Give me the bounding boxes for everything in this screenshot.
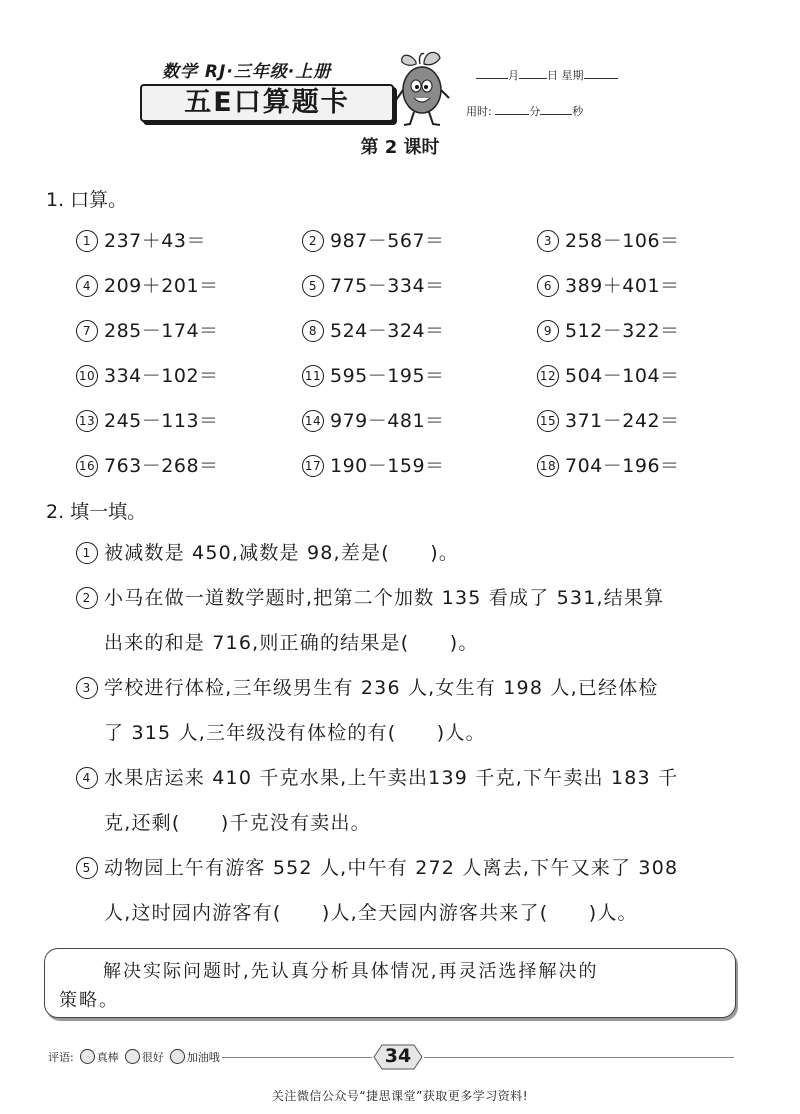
good-face-icon [125,1049,140,1064]
calc-item [537,316,680,343]
problem-text: 被减数是 450,减数是 98,差是( )。 [104,542,460,564]
rating-label: 评语: [48,1051,74,1064]
calc-expression: 389＋401＝ [565,275,680,297]
problem-text: 水果店运来 410 千克水果,上午卖出139 千克,下午卖出 183 千 [104,767,679,789]
problem-number: 2 [76,587,98,609]
item-number: 5 [302,275,324,297]
problem-text: 动物园上午有游客 552 人,中午有 272 人离去,下午又来了 308 [104,857,679,879]
item-number: 15 [537,410,559,432]
item-number: 3 [537,230,559,252]
subject-label: 数学 RJ·三年级·上册 [162,62,332,82]
problem-text: 出来的和是 716,则正确的结果是( )。 [104,632,479,654]
problem-number: 5 [76,857,98,879]
problem-line [76,763,678,790]
calc-item [537,271,680,298]
item-number: 8 [302,320,324,342]
weekday-label: 星期 [561,69,584,82]
problem-line [104,628,479,655]
problem-line [76,853,678,880]
calc-expression: 371－242＝ [565,410,680,432]
calc-expression: 209＋201＝ [104,275,219,297]
item-number: 16 [76,455,98,477]
day-label: 日 [547,69,558,82]
problem-text: 人,这时园内游客有( )人,全天园内游客共来了( )人。 [104,902,638,924]
calc-item [302,226,445,253]
calc-item [76,361,219,388]
problem-line [104,808,371,835]
rating-keep-going: 加油哦 [186,1051,220,1064]
calc-item [302,406,445,433]
calc-item [76,451,219,478]
section1-title: 1. 口算。 [46,189,128,211]
calc-expression: 245－113＝ [104,410,219,432]
promo-text: 关注微信公众号“捷思课堂”获取更多学习资料! [271,1089,529,1103]
calc-item [537,361,680,388]
calc-expression: 237＋43＝ [104,230,206,252]
problem-text: 学校进行体检,三年级男生有 236 人,女生有 198 人,已经体检 [104,677,659,699]
mascot-illustration [392,48,454,130]
problem-text: 小马在做一道数学题时,把第二个加数 135 看成了 531,结果算 [104,587,665,609]
problem-line [104,718,486,745]
problem-line [104,898,638,925]
problem-number: 1 [76,542,98,564]
problem-line [76,583,664,610]
calc-expression: 512－322＝ [565,320,680,342]
item-number: 10 [76,365,98,387]
calc-item [302,271,445,298]
calc-expression: 595－195＝ [330,365,445,387]
problem-text: 克,还剩( )千克没有卖出。 [104,812,371,834]
item-number: 7 [76,320,98,342]
footer-divider-left [222,1057,372,1058]
calc-expression: 775－334＝ [330,275,445,297]
rating-excellent: 真棒 [96,1051,119,1064]
item-number: 17 [302,455,324,477]
problem-line [76,538,459,565]
problem-text: 了 315 人,三年级没有体检的有( )人。 [104,722,486,744]
calc-expression: 504－104＝ [565,365,680,387]
problem-number: 3 [76,677,98,699]
calc-expression: 704－196＝ [565,455,680,477]
rating-good: 很好 [141,1051,164,1064]
tip-line-2: 策略。 [59,990,119,1011]
calc-item [76,406,219,433]
item-number: 18 [537,455,559,477]
item-number: 14 [302,410,324,432]
item-number: 9 [537,320,559,342]
calc-item [76,226,206,253]
problem-line [76,673,659,700]
calc-item [537,451,680,478]
page-number: 34 [384,1045,412,1067]
calc-expression: 524－324＝ [330,320,445,342]
calc-expression: 334－102＝ [104,365,219,387]
calc-expression: 190－159＝ [330,455,445,477]
calc-expression: 285－174＝ [104,320,219,342]
keep-going-face-icon [170,1049,185,1064]
worksheet-title: 五E口算题卡 [184,87,350,118]
calc-expression: 258－106＝ [565,230,680,252]
calc-item [76,271,219,298]
calc-expression: 763－268＝ [104,455,219,477]
section2-title: 2. 填一填。 [46,501,147,523]
date-field [476,67,618,83]
item-number: 4 [76,275,98,297]
footer-divider-right [424,1057,734,1058]
excellent-face-icon [80,1049,95,1064]
calc-item [537,406,680,433]
calc-item [76,316,219,343]
minute-label: 分 [529,105,541,118]
item-number: 1 [76,230,98,252]
time-label: 用时: [466,105,492,118]
calc-expression: 987－567＝ [330,230,445,252]
calc-item [302,316,445,343]
second-label: 秒 [572,105,584,118]
tip-box [44,948,736,1018]
item-number: 11 [302,365,324,387]
month-label: 月 [508,69,519,82]
item-number: 2 [302,230,324,252]
title-banner [140,84,394,122]
calc-item [302,451,445,478]
time-field [466,103,583,119]
item-number: 12 [537,365,559,387]
item-number: 6 [537,275,559,297]
calc-item [302,361,445,388]
calc-expression: 979－481＝ [330,410,445,432]
tip-line-1: 解决实际问题时,先认真分析具体情况,再灵活选择解决的 [103,961,599,982]
calc-item [537,226,680,253]
lesson-heading: 第 2 课时 [360,137,440,158]
rating-row [48,1049,220,1065]
problem-number: 4 [76,767,98,789]
item-number: 13 [76,410,98,432]
